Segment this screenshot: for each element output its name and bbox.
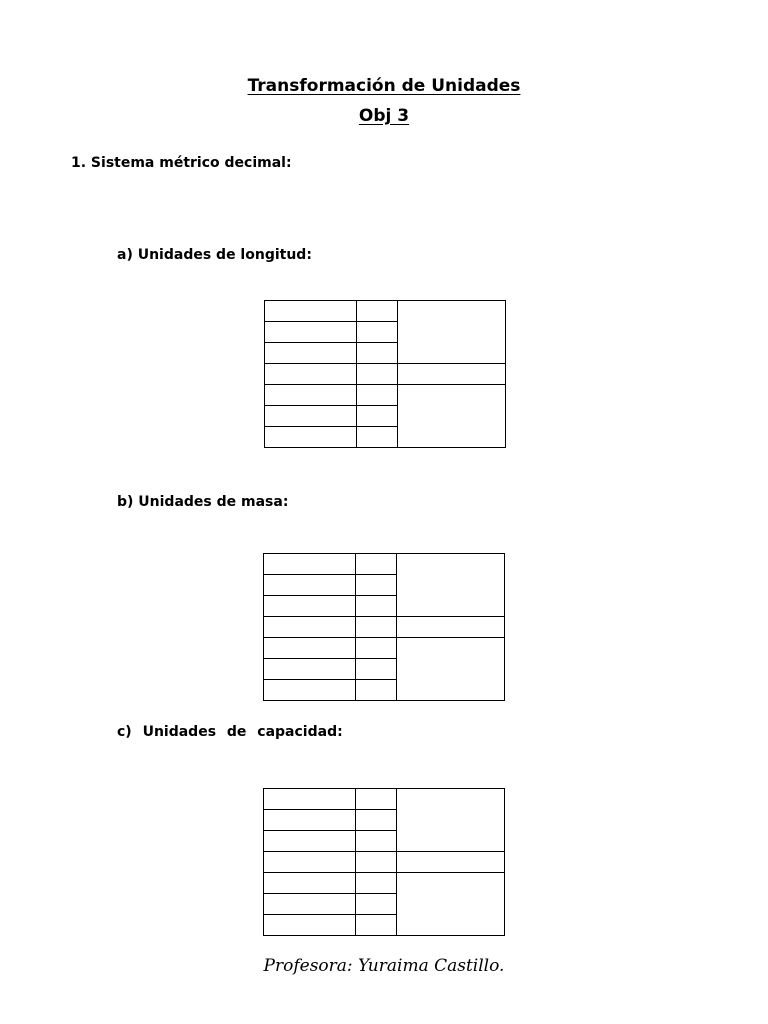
- table-cell: [397, 617, 505, 638]
- table-cell: [356, 575, 397, 596]
- table-cell: [398, 364, 506, 385]
- longitud-table: [264, 300, 506, 448]
- table-cell: [398, 301, 506, 364]
- table-cell: [356, 831, 397, 852]
- table-cell: [356, 554, 397, 575]
- table-row: [264, 873, 505, 894]
- table-cell: [264, 873, 356, 894]
- table-row: [265, 385, 506, 406]
- masa-table: [263, 553, 505, 701]
- table-cell: [264, 789, 356, 810]
- table-cell: [356, 894, 397, 915]
- table-row: [265, 301, 506, 322]
- table-cell: [357, 301, 398, 322]
- table-cell: [264, 617, 356, 638]
- table-row: [264, 852, 505, 873]
- table-cell: [265, 385, 357, 406]
- document-subtitle: Obj 3: [358, 106, 410, 126]
- teacher-signature: Profesora: Yuraima Castillo.: [263, 956, 505, 976]
- table-row: [264, 638, 505, 659]
- table-cell: [356, 617, 397, 638]
- table-cell: [264, 659, 356, 680]
- table-cell: [264, 831, 356, 852]
- document-title: Transformación de Unidades: [247, 76, 521, 96]
- table-row: [264, 554, 505, 575]
- table-cell: [356, 596, 397, 617]
- table-cell: [356, 789, 397, 810]
- table-cell: [265, 301, 357, 322]
- table-cell: [265, 322, 357, 343]
- table-cell: [264, 554, 356, 575]
- table-cell: [265, 364, 357, 385]
- table-cell: [397, 638, 505, 701]
- table-cell: [357, 343, 398, 364]
- table-cell: [357, 322, 398, 343]
- table-cell: [356, 659, 397, 680]
- table-cell: [356, 852, 397, 873]
- table-cell: [265, 427, 357, 448]
- table-cell: [356, 638, 397, 659]
- subsection-masa-heading: b) Unidades de masa:: [117, 494, 289, 510]
- table-cell: [264, 915, 356, 936]
- section-heading: 1. Sistema métrico decimal:: [71, 155, 292, 171]
- table-row: [265, 364, 506, 385]
- subsection-longitud-heading: a) Unidades de longitud:: [117, 247, 312, 263]
- table-cell: [357, 364, 398, 385]
- table-cell: [356, 873, 397, 894]
- capacidad-table: [263, 788, 505, 936]
- table-cell: [357, 427, 398, 448]
- table-cell: [265, 343, 357, 364]
- table-cell: [264, 894, 356, 915]
- table-cell: [397, 554, 505, 617]
- table-cell: [264, 638, 356, 659]
- table-cell: [264, 596, 356, 617]
- table-cell: [264, 852, 356, 873]
- table-cell: [264, 575, 356, 596]
- table-cell: [356, 810, 397, 831]
- table-cell: [264, 680, 356, 701]
- table-cell: [356, 680, 397, 701]
- table-cell: [397, 789, 505, 852]
- table-row: [264, 789, 505, 810]
- table-cell: [397, 852, 505, 873]
- table-cell: [357, 406, 398, 427]
- table-cell: [265, 406, 357, 427]
- table-cell: [397, 873, 505, 936]
- table-cell: [357, 385, 398, 406]
- subsection-capacidad-heading: c) Unidades de capacidad:: [117, 724, 343, 740]
- table-cell: [264, 810, 356, 831]
- table-cell: [356, 915, 397, 936]
- table-row: [264, 617, 505, 638]
- table-cell: [398, 385, 506, 448]
